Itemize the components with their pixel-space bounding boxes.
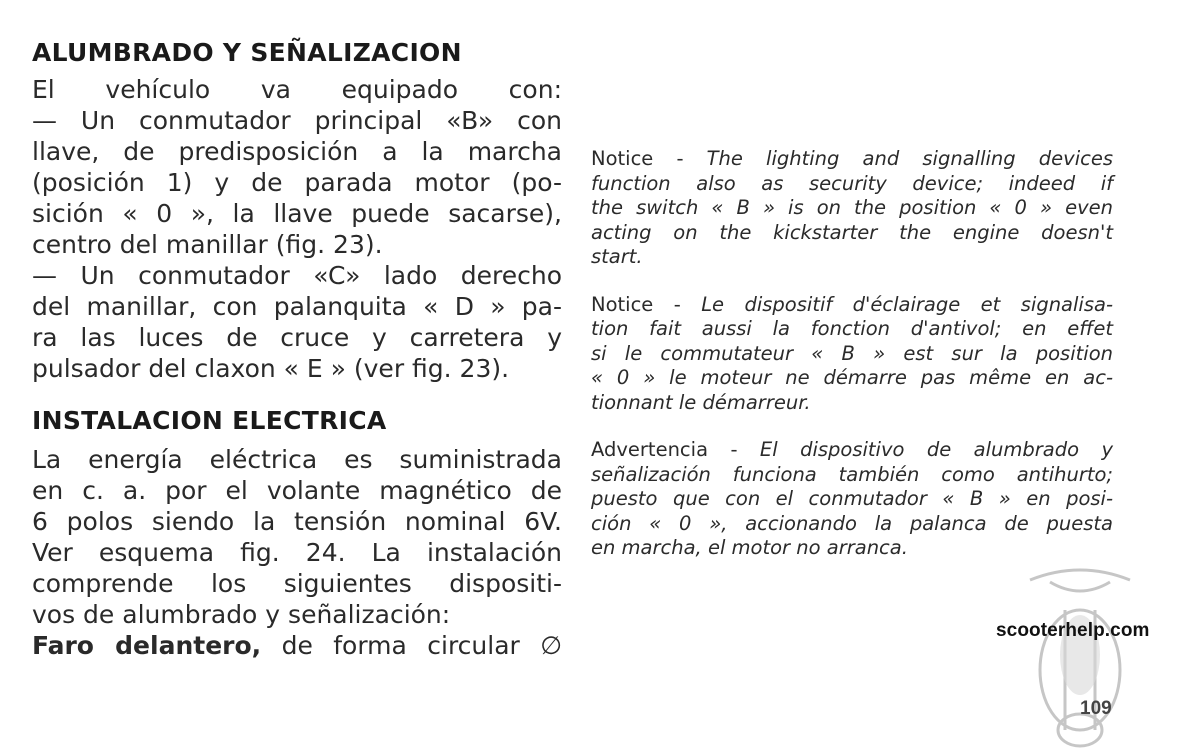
- text-line: (posición 1) y de parada motor (po-: [32, 168, 562, 197]
- faro-label: Faro delantero,: [32, 631, 262, 660]
- text-line: Ver esquema fig. 24. La instalación: [32, 538, 562, 567]
- notice-lead: Advertencia -: [591, 438, 760, 461]
- text-line: centro del manillar (fig. 23).: [32, 230, 383, 259]
- text-line: vos de alumbrado y señalización:: [32, 600, 451, 629]
- notice-text: señalización funciona también como antihurto;: [591, 462, 1113, 486]
- spanish-column: [32, 36, 562, 661]
- notice-french: [591, 293, 1113, 416]
- text-line: llave, de predisposición a la marcha: [32, 137, 562, 166]
- text-line: en c. a. por el volante magnético de: [32, 476, 562, 505]
- heading-instalacion: INSTALACION ELECTRICA: [32, 406, 387, 435]
- notice-text: en marcha, el motor no arranca.: [591, 536, 908, 559]
- notice-text: Le dispositif d'éclairage et signalisa-: [701, 292, 1113, 316]
- notice-text: function also as security device; indeed if: [591, 171, 1113, 195]
- text-line: pulsador del claxon « E » (ver fig. 23).: [32, 354, 510, 383]
- notice-text: El dispositivo de alumbrado y: [759, 438, 1113, 461]
- text-line: comprende los siguientes dispositi-: [32, 569, 562, 598]
- notice-text: ción « 0 », accionando la palanca de puesta: [591, 511, 1113, 535]
- text-line: El vehículo va equipado con:: [32, 75, 562, 104]
- text-line: ra las luces de cruce y carretera y: [32, 323, 562, 352]
- notice-text: puesto que con el conmutador « B » en posi-: [591, 487, 1113, 510]
- watermark-text: scooterhelp.com: [996, 620, 1150, 641]
- text-line: La energía eléctrica es suministrada: [32, 445, 562, 474]
- heading-alumbrado: ALUMBRADO Y SEÑALIZACION: [32, 38, 462, 67]
- notice-text: si le commutateur « B » est sur la position: [591, 341, 1113, 365]
- text-line: — Un conmutador principal «B» con: [32, 106, 562, 135]
- text-line: 6 polos siendo la tensión nominal 6V.: [32, 507, 562, 536]
- text-line: — Un conmutador «C» lado derecho: [32, 261, 562, 290]
- notice-text: the switch « B » is on the position « 0 » even: [591, 196, 1113, 219]
- notice-column: [591, 147, 1113, 584]
- section-instalacion-text: [32, 444, 562, 661]
- page-number: 109: [1080, 698, 1112, 719]
- notice-text: start.: [591, 245, 643, 268]
- faro-text: de forma circular ∅: [261, 631, 562, 660]
- notice-text: « 0 » le moteur ne démarre pas même en ac-: [591, 366, 1113, 389]
- notice-text: The lighting and signalling devices: [706, 147, 1113, 170]
- notice-english: [591, 147, 1113, 270]
- notice-lead: Notice -: [591, 147, 707, 170]
- notice-text: acting on the kickstarter the engine doesn't: [591, 220, 1113, 244]
- text-line-faro: [32, 630, 562, 661]
- notice-lead: Notice -: [591, 292, 702, 316]
- notice-text: tion fait aussi la fonction d'antivol; en effet: [591, 317, 1113, 340]
- text-line: sición « 0 », la llave puede sacarse),: [32, 199, 562, 228]
- section-alumbrado-text: [32, 74, 562, 384]
- notice-text: tionnant le démarreur.: [591, 390, 811, 414]
- text-line: del manillar, con palanquita « D » pa-: [32, 292, 562, 321]
